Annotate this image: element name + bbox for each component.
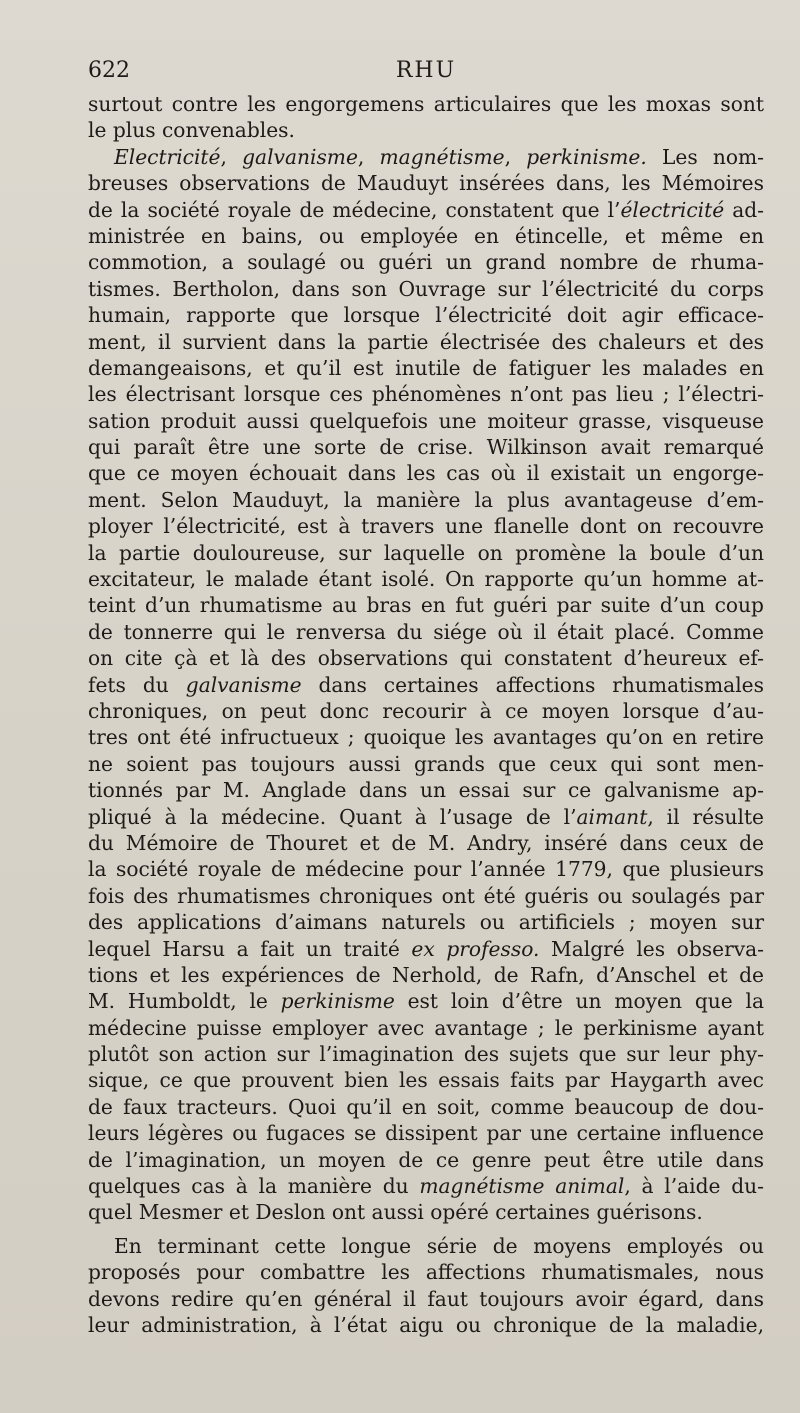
text-line — [88, 672, 764, 698]
text-run: Les nom- — [646, 144, 764, 169]
text-line — [88, 1120, 764, 1146]
text-run: devons redire qu’en général il faut toujours avoir égard, dans — [88, 1286, 764, 1311]
text-line — [88, 1286, 764, 1312]
text-line — [88, 170, 764, 196]
text-line — [88, 302, 764, 328]
text-run: plutôt son action sur l’imagination des sujets que sur leur phy- — [88, 1042, 764, 1067]
text-line — [88, 1259, 764, 1285]
text-run: du Mémoire de Thouret et de M. Andry, inséré dans ceux de — [88, 830, 764, 855]
text-run: Malgré les observa- — [539, 936, 764, 961]
text-line — [88, 619, 764, 645]
text-line — [88, 883, 764, 909]
text-line — [88, 1312, 764, 1338]
text-run: M. Humboldt, le — [88, 989, 281, 1014]
text-line — [88, 777, 764, 803]
page-number: 622 — [88, 58, 130, 83]
italic-term: galvanisme — [242, 144, 358, 169]
text-run: dans certaines affections rhumatismales — [301, 672, 764, 697]
text-run: de faux tracteurs. Quoi qu’il en soit, comme beaucoup de dou- — [88, 1094, 764, 1119]
text-run: quel Mesmer et Deslon ont aussi opéré certaines guérisons. — [88, 1200, 703, 1225]
text-run: ne soient pas toujours aussi grands que ceux qui sont men- — [88, 751, 764, 776]
text-line — [88, 645, 764, 671]
text-run: ad- — [724, 197, 764, 222]
text-line — [88, 1233, 764, 1259]
text-run: de l’imagination, un moyen de ce genre peut être utile dans — [88, 1147, 764, 1172]
text-run: ment, il survient dans la partie électrisée des chaleurs et des — [88, 329, 764, 354]
text-line — [88, 566, 764, 592]
text-line — [88, 117, 764, 143]
text-run: les électrisant lorsque ces phénomènes n’ont pas lieu ; l’électri- — [88, 382, 764, 407]
text-line — [88, 276, 764, 302]
text-run: demangeaisons, et qu’il est inutile de fatiguer les malades en — [88, 355, 764, 380]
text-line — [88, 487, 764, 513]
text-run: fets du — [88, 672, 186, 697]
text-run: tres ont été infructueux ; quoique les avantages qu’on en retire — [88, 725, 764, 750]
text-line — [88, 197, 764, 223]
text-run: , à l’aide du- — [624, 1174, 764, 1199]
text-run: excitateur, le malade étant isolé. On rapporte qu’un homme at- — [88, 567, 764, 592]
page-header — [88, 58, 764, 94]
text-run: tions et les expériences de Nerhold, de Rafn, d’Anschel et de — [88, 962, 764, 987]
italic-term: aimant — [576, 804, 648, 829]
text-run: chroniques, on peut donc recourir à ce moyen lorsque d’au- — [88, 698, 764, 723]
text-run: commotion, a soulagé ou guéri un grand nombre de rhuma- — [88, 250, 764, 275]
text-run: quelques cas à la manière du — [88, 1174, 420, 1199]
text-line — [88, 936, 764, 962]
text-run: ment. Selon Mauduyt, la manière la plus avantageuse d’em- — [88, 487, 764, 512]
text-run: fois des rhumatismes chroniques ont été guéris ou soulagés par — [88, 883, 764, 908]
text-line — [88, 381, 764, 407]
text-run: pliqué à la médecine. Quant à l’usage de l’ — [88, 804, 577, 829]
text-line — [88, 751, 764, 777]
text-run: est loin d’être un moyen que la — [394, 989, 764, 1014]
text-run: on cite çà et là des observations qui constatent d’heureux ef- — [88, 646, 764, 671]
text-run: la partie douloureuse, sur laquelle on promène la boule d’un — [88, 540, 764, 565]
text-run: humain, rapporte que lorsque l’électricité doit agir efficace- — [88, 303, 764, 328]
text-run: sique, ce que prouvent bien les essais faits par Haygarth avec — [88, 1068, 764, 1093]
text-run: teint d’un rhumatisme au bras en fut guéri par suite d’un coup — [88, 593, 764, 618]
text-line — [88, 223, 764, 249]
text-line — [88, 540, 764, 566]
paragraph-gap — [88, 1226, 764, 1233]
text-run: lequel Harsu a fait un traité — [88, 936, 412, 961]
text-line — [88, 1094, 764, 1120]
text-line — [88, 1199, 764, 1225]
italic-term: perkinisme. — [526, 144, 647, 169]
text-line — [88, 962, 764, 988]
text-run: , — [220, 144, 243, 169]
text-line — [88, 408, 764, 434]
text-line — [88, 460, 764, 486]
italic-term: perkinisme — [280, 989, 395, 1014]
text-run: , — [504, 144, 527, 169]
italic-term: ex professo. — [411, 936, 540, 961]
text-line — [88, 698, 764, 724]
italic-term: galvanisme — [185, 672, 302, 697]
text-run: tionnés par M. Anglade dans un essai sur ce galvanisme ap- — [88, 778, 764, 803]
text-run: que ce moyen échouait dans les cas où il existait un engorge- — [88, 461, 764, 486]
text-line — [88, 856, 764, 882]
text-run: tismes. Bertholon, dans son Ouvrage sur l’électricité du corps — [88, 276, 764, 301]
text-line — [88, 329, 764, 355]
text-run: leur administration, à l’état aigu ou chronique de la maladie, — [88, 1312, 764, 1337]
text-run: sation produit aussi quelquefois une moiteur grasse, visqueuse — [88, 408, 764, 433]
text-run: , il résulte — [647, 804, 765, 829]
text-line — [88, 249, 764, 275]
text-line — [88, 1015, 764, 1041]
text-run: surtout contre les engorgemens articulaires que les moxas sont — [88, 92, 764, 116]
text-line — [88, 91, 764, 117]
paragraph — [88, 144, 764, 1226]
text-run: leurs légères ou fugaces se dissipent par une certaine influence — [88, 1121, 764, 1146]
body-text — [88, 91, 764, 1338]
running-head: RHU — [395, 58, 457, 83]
text-line — [88, 513, 764, 539]
text-run: proposés pour combattre les affections rhumatismales, nous — [88, 1260, 764, 1285]
text-line — [88, 1147, 764, 1173]
text-run: de tonnerre qui le renversa du siége où il était placé. Comme — [88, 619, 764, 644]
text-run: des applications d’aimans naturels ou artificiels ; moyen sur — [88, 910, 764, 935]
text-line — [88, 592, 764, 618]
text-run: qui paraît être une sorte de crise. Wilkinson avait remarqué — [88, 435, 764, 460]
text-line — [88, 909, 764, 935]
text-line — [88, 830, 764, 856]
italic-term: électricité — [620, 197, 725, 222]
text-line — [88, 724, 764, 750]
text-line — [88, 434, 764, 460]
italic-term: magnétisme animal — [419, 1174, 625, 1199]
text-run: médecine puisse employer avec avantage ; le perkinisme ayant — [88, 1015, 764, 1040]
text-run: la société royale de médecine pour l’année 1779, que plusieurs — [88, 857, 764, 882]
text-run: de la société royale de médecine, constatent que l’ — [88, 197, 621, 222]
italic-term: Electricité — [114, 144, 221, 169]
text-run: , — [357, 144, 380, 169]
text-line — [88, 355, 764, 381]
text-run: ministrée en bains, ou employée en étincelle, et même en — [88, 223, 764, 248]
paragraph — [88, 91, 764, 144]
text-line — [88, 1041, 764, 1067]
text-run: le plus convenables. — [88, 118, 295, 143]
text-run: En terminant cette longue série de moyens employés ou — [114, 1233, 764, 1258]
text-line — [88, 144, 764, 170]
text-line — [88, 1067, 764, 1093]
text-line — [88, 988, 764, 1014]
text-run: breuses observations de Mauduyt insérées dans, les Mémoires — [88, 171, 764, 196]
text-run: ployer l’électricité, est à travers une flanelle dont on recouvre — [88, 514, 764, 539]
text-line — [88, 804, 764, 830]
italic-term: magnétisme — [379, 144, 505, 169]
text-line — [88, 1173, 764, 1199]
paragraph — [88, 1233, 764, 1339]
